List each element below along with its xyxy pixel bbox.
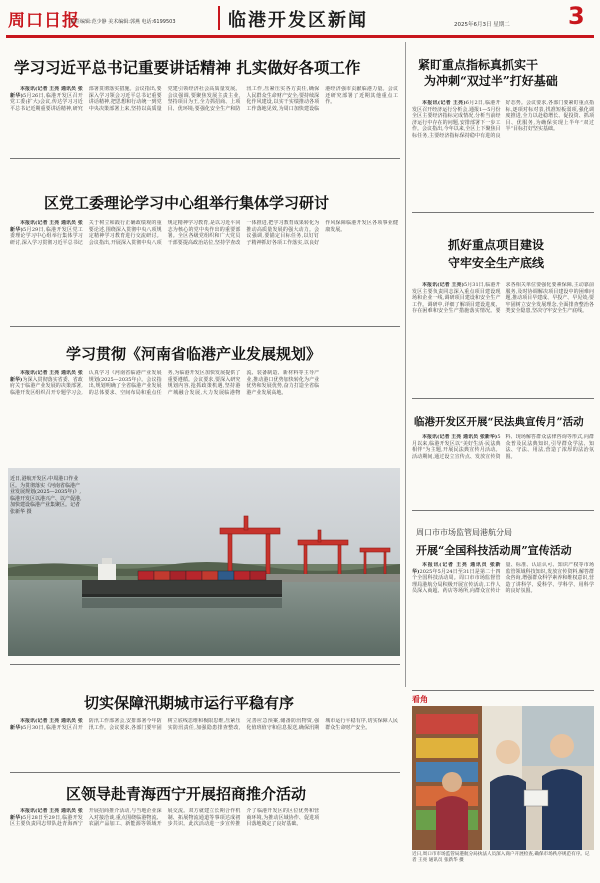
byline: 本报讯(记者 王亮) [422,100,466,106]
inspection-photo [412,706,594,850]
article-text: 5月29日,临港开发区党工委理论学习中心组举行集体学习研讨,深入学习贯彻习近平总书记关于树立和践行正确政绩观的重要论述,围绕深入贯彻中央八项规定精神学习教育进行交流研讨。会议指出,开展深入贯彻中央八项规定精神学习教育,是以习近平同志为核心的党中央作出的重要部署。全区各级党组织和广大党员干部要提高政治站位,坚持学查改一体推进,把学习教育成果转化为推动高质量发展的强大动力。会议强调,要锚定目标任务,以钉钉子精神抓好各项工作落实,以良好作风保障临港开发区各项事业健康发展。 [10,220,398,246]
headline-key-indicators-1: 紧盯重点指标真抓实干 [418,58,539,72]
article-project-safety [412,282,594,392]
article-port-plan [10,370,398,464]
article-text: 5月以来,临港开发区以“美好生活·民法典相伴”为主题,开展民法典宣传月活动。活动期间,通过设立宣传点、发放宣传资料、现场解答群众法律咨询等形式,向群众普及民法典知识,引导群众学法、知法、守法、用法,营造了浓厚的法治氛围。 [412,434,594,460]
divider [10,158,400,159]
article-text: 为深入贯彻落实省委、省政府关于临港产业发展的决策部署,临港开发区组织召开专题学习会,认真学习《河南省临港产业发展规划(2025—2035年)》。会议指出,规划明确了全省临港产业发展的总体要求、空间布局和重点任务,为临港开发区加快发展提供了重要遵循。会议要求,要深入研究规划内容,抢抓政策机遇,坚持港产城融合发展,大力发展临港物流、装备制造、新材料等主导产业,推动港口优势加快转化为产业优势和发展优势,奋力打造全省临港产业发展高地。 [10,370,320,396]
article-text: 5月30日,临港开发区召开防汛工作部署会,安排部署今年防汛工作。会议要求,各部门要牢固树立底线思维和极限思维,压紧压实防汛责任,加强隐患排查整改,完善应急预案,储备防汛物资,强化值班值守和信息报送,确保汛期城市运行平稳有序,切实保障人民群众生命财产安全。 [23,718,398,731]
article-text: 2025年5月24日至31日是第二十四个全国科技活动周。周口市市场监督管理局港航分局积极开展宣传活动,工作人员深入商超、药店等场所,向群众宣传计量、标准、认证认可、知识产权等市场监管领域科技知识,发放宣传资料,解答群众咨询,增强群众科学素养和维权意识,营造了讲科学、爱科学、学科学、用科学的良好氛围。 [412,562,594,595]
headline-theory-group: 区党工委理论学习中心组举行集体学习研讨 [44,194,330,212]
divider [412,398,594,399]
article-key-indicators [412,100,594,204]
byline: 本报讯(记者 王亮 通讯员 张新华) [10,220,83,233]
byline: 本报讯(记者 王亮 通讯员 张新华) [422,434,498,440]
headline-port-plan: 学习贯彻《河南省临港产业发展规划》 [66,345,322,363]
inspection-photo-caption: 近日,周口市市场监管局港航分局执法人员深入商户开展检查,确保市场秩序规范有序。记者 王亮 通讯员 张新华 摄 [412,852,590,863]
article-text: 5月28日至29日,临港开发区主要负责同志带队赴青海西宁开展招商推介活动,与当地企业深入对接洽谈,重点围绕临港物流、农副产品加工、新能源等领域开展交流。双方就建立长期合作机制、拓展物流通道等事项达成初步共识。此次活动进一步宣传推介了临港开发区的区位优势和营商环境,为推动区域协作、促进项目落地奠定了良好基础。 [10,808,320,828]
byline: 本报讯(记者 王亮 通讯员 张新华) [412,562,501,575]
article-text: 5月31日,临港开发区主要负责同志深入重点项目建设现场和企业一线,调研项目建设和安全生产工作。调研中,详细了解项目建设进度、存在困难和安全生产措施落实情况。要求各相关单位要强化要素保障,主动靠前服务,及时协调解决项目建设中的困难问题,推动项目早建成、早投产、早见效;要牢固树立安全发展理念,全面排查整治各类安全隐患,坚决守牢安全生产底线。 [412,282,594,315]
article-xining-investment [10,808,398,878]
publication-date: 2025年6月3日 星期二 [454,22,510,28]
photo-section-label: 看角 [412,695,428,704]
article-science-week [412,562,594,684]
headline-flood-season: 切实保障汛期城市运行平稳有序 [84,694,295,712]
article-flood-season [10,718,398,766]
page-number: 3 [568,2,585,30]
article-civil-code [412,434,594,504]
byline: 本报讯(记者 王亮 通讯员 张新华) [10,808,83,821]
column-divider [405,42,406,687]
article-text: 6月2日,临港开发区召开经济运行分析会,通报1—5月份全区主要经济指标完成情况,分析当前经济运行中存在的问题,安排部署下一步工作。会议指出,今年以来,全区上下聚焦目标任务,主要经济指标保持稳中有进的良好态势。会议要求,各部门要紧盯重点指标,逐项对标对表,找准短板弱项,强化调度推进,全力以赴稳增长、促投资、抓项目、优服务,为确保实现上半年“双过半”目标打好坚实基础。 [412,100,594,139]
article-theory-group [10,220,398,320]
section-title: 临港开发区新闻 [218,6,368,30]
byline: 本报讯(记者 王亮 通讯员 张新华) [10,718,83,731]
divider [10,326,400,327]
headline-project-safety-1: 抓好重点项目建设 [448,238,545,252]
newspaper-logo: 周口日报 [8,11,80,31]
headline-project-safety-2: 守牢安全生产底线 [448,256,545,270]
byline: 本报讯(记者 王亮 通讯员 张新华) [10,370,83,383]
port-photo-caption: 近日,港航开发区:中周港口作业区。为贯彻落实《河南省临港产业发展规划(2025—2035年)》,临港开发区以港兴产、以产促港,加快建设临港产业集聚区。记者 张新华 摄 [10,476,82,515]
headline-key-indicators-2: 为冲刺“双过半”打好基础 [424,74,558,88]
masthead-rule [6,35,594,38]
divider [412,510,594,511]
masthead [0,0,600,34]
article-study-speech [10,86,398,150]
headline-science-week: 开展“全国科技活动周”宣传活动 [416,544,572,557]
byline: 本报讯(记者 王亮) [422,282,464,288]
headline-study-speech: 学习习近平总书记重要讲话精神 扎实做好各项工作 [14,58,361,77]
divider [10,772,400,773]
editor-line: 责任编辑:范少静 美术编辑:郭燕 电话:6199503 [70,19,176,25]
byline: 本报讯(记者 王亮 通讯员 张新华) [10,86,83,99]
inspection-scene-image [412,706,594,850]
article-text: 5月26日,临港开发区召开党工委(扩大)会议,传达学习习近平总书记近期重要讲话精神,研究部署贯彻落实措施。会议指出,要深入学习领会习近平总书记重要讲话精神,把思想和行动统一到党中央决策部署上来,坚持以高质量党建引领经济社会高质量发展。会议强调,要聚焦发展主责主业,坚持项目为王,全力抓招商、上项目、优环境;要强化安全生产和防汛工作,压紧压实各方责任,确保人民群众生命财产安全;要持续深化作风建设,以实干实绩推动各项工作落地见效,为周口加快建设临港经济强市贡献临港力量。会议还研究部署了近期其他重点工作。 [10,86,398,112]
divider [412,690,594,691]
divider [412,212,594,213]
divider [10,664,400,665]
headline-civil-code: 临港开发区开展“民法典宣传月”活动 [414,416,584,428]
article-kicker: 周口市市场监管局港航分局 [416,528,512,537]
headline-xining-investment: 区领导赴青海西宁开展招商推介活动 [66,785,307,803]
